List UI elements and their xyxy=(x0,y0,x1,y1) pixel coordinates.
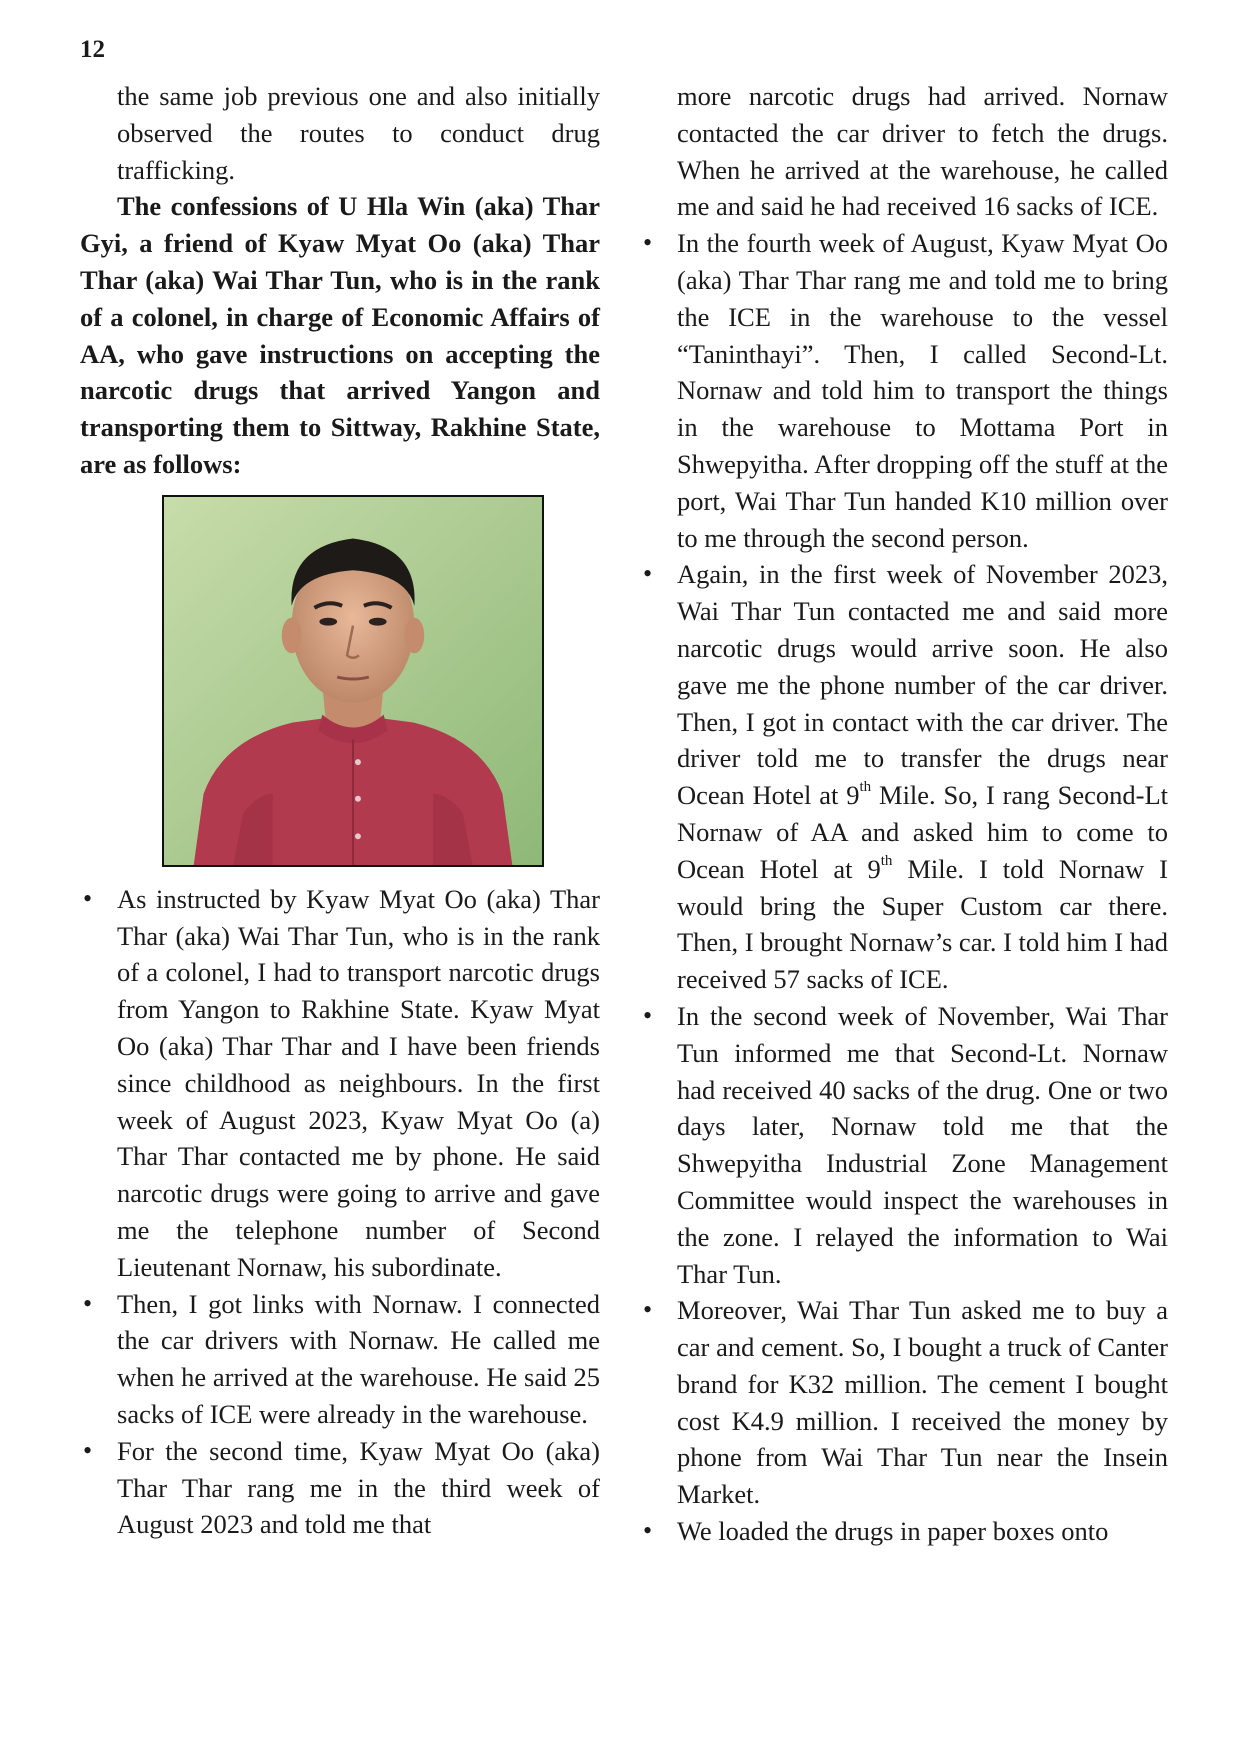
list-item: • We loaded the drugs in paper boxes onto xyxy=(640,1513,1168,1550)
continuation-paragraph: more narcotic drugs had arrived. Nornaw contacted the car driver to fetch the drugs. When he arrived at the warehouse, he called me and said he had received 16 sacks of ICE. xyxy=(677,81,1168,222)
confession-heading: The confessions of U Hla Win (aka) Thar Gyi, a friend of Kyaw Myat Oo (aka) Thar Thar (aka) Wai Thar Tun, who is in the rank of a colonel, in charge of Economic Affairs of AA, who gave instructions on accepting the narcotic drugs that arrived Yangon and transporting them to Sittway, Rakhine State, are as follows: xyxy=(80,191,600,479)
portrait-photo xyxy=(162,495,544,867)
portrait-illustration xyxy=(164,497,542,865)
list-item-text: Mile. I told Nornaw I would bring the Super Custom car there. Then, I brought Nornaw’s car. I told him I had received 57 sacks of ICE. xyxy=(677,853,1168,995)
list-item xyxy=(640,556,1168,998)
superscript: th xyxy=(880,852,893,869)
list-item-text: Again, in the first week of November 2023, Wai Thar Tun contacted me and said more narcotic drugs would arrive soon. He also gave me the phone number of the car driver. Then, I got in contact with the car driver. The driver told me to transfer the drugs near Ocean Hotel at 9 xyxy=(677,559,1168,811)
continuation-paragraph: the same job previous one and also initially observed the routes to conduct drug trafficking. xyxy=(117,81,600,185)
list-item: • As instructed by Kyaw Myat Oo (aka) Thar Thar (aka) Wai Thar Tun, who is in the rank of a colonel, I had to transport narcotic drugs from Yangon to Rakhine State. Kyaw Myat Oo (aka) Thar Thar and I have been friends since childhood as neighbours. In the first week of August 2023, Kyaw Myat Oo (a) Thar Thar contacted me by phone. He said narcotic drugs were going to arrive and gave me the telephone number of Second Lieutenant Nornaw, his subordinate. xyxy=(80,881,600,1286)
superscript: th xyxy=(859,779,872,796)
list-item: • For the second time, Kyaw Myat Oo (aka) Thar Thar rang me in the third week of August 2023 and told me that xyxy=(80,1433,600,1543)
page-number: 12 xyxy=(80,36,105,63)
bullet-list-right xyxy=(640,225,1168,1550)
right-column xyxy=(640,78,1168,1550)
bullet-list-left xyxy=(80,881,600,1543)
left-column xyxy=(80,78,600,1543)
list-item: • In the fourth week of August, Kyaw Myat Oo (aka) Thar Thar rang me and told me to bring the ICE in the warehouse to the vessel “Taninthayi”. Then, I called Second-Lt. Nornaw and told him to transport the things in the warehouse to Mottama Port in Shwepyitha. After dropping off the stuff at the port, Wai Thar Tun handed K10 million over to me through the second person. xyxy=(640,225,1168,556)
list-item-text: Mile. So, I rang Second-Lt Nornaw of AA and asked him to come to Ocean Hotel at 9 xyxy=(677,780,1168,884)
list-item: • Then, I got links with Nornaw. I connected the car drivers with Nornaw. He called me when he arrived at the warehouse. He said 25 sacks of ICE were already in the warehouse. xyxy=(80,1286,600,1433)
list-item: • Moreover, Wai Thar Tun asked me to buy a car and cement. So, I bought a truck of Canter brand for K32 million. The cement I bought cost K4.9 million. I received the money by phone from Wai Thar Tun near the Insein Market. xyxy=(640,1292,1168,1513)
list-item: • In the second week of November, Wai Thar Tun informed me that Second-Lt. Nornaw had received 40 sacks of the drug. One or two days later, Nornaw told me that the Shwepyitha Industrial Zone Management Committee would inspect the warehouses in the zone. I relayed the information to Wai Thar Tun. xyxy=(640,998,1168,1292)
